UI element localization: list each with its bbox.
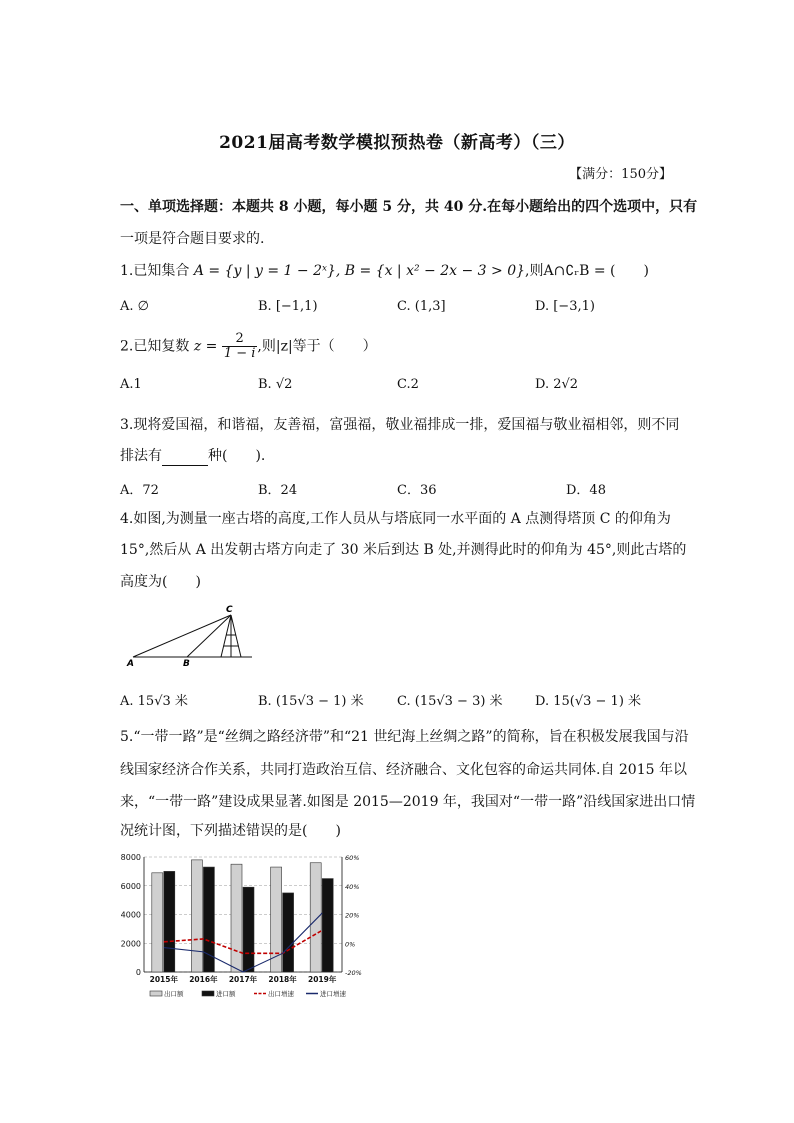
full-score: 【满分：150分】 — [569, 167, 672, 182]
legend-label: 进口额 — [216, 990, 236, 998]
question-3-line2 — [120, 446, 680, 466]
question-4-line3: 高度为( ) — [120, 574, 201, 590]
section-heading: 一、单项选择题：本题共 8 小题，每小题 5 分，共 40 分.在每小题给出的四个选项中，只有 — [120, 199, 698, 215]
q2-numerator: 2 — [222, 332, 258, 347]
q1-set-a: A = {y | y = 1 − 2ˣ} — [193, 263, 336, 279]
q1-suffix: ,则A∩∁ᵣB = ( ) — [525, 263, 649, 279]
x-tick-label: 2019年 — [308, 975, 337, 984]
bar-进口额 — [283, 893, 294, 972]
legend-swatch — [202, 991, 214, 996]
bar-出口额 — [231, 864, 242, 972]
bar-进口额 — [322, 879, 333, 972]
y-tick-label: 6000 — [120, 881, 141, 891]
bar-进口额 — [243, 887, 254, 972]
point-b-label: B — [183, 659, 190, 668]
question-5-line4: 况统计图，下列描述错误的是( ) — [120, 823, 341, 839]
q2-option-d[interactable]: D. 2√2 — [535, 377, 579, 392]
q4-option-d[interactable]: D. 15(√3 − 1) 米 — [535, 694, 642, 709]
q1-option-c[interactable]: C. (1,3] — [397, 299, 446, 314]
q1-option-d[interactable]: D. [−3,1) — [535, 299, 595, 314]
q2-z: z = — [193, 338, 218, 355]
q1-option-b[interactable]: B. [−1,1) — [258, 299, 318, 314]
bar-出口额 — [310, 863, 321, 972]
q2-fraction — [222, 332, 258, 361]
x-tick-label: 2015年 — [149, 975, 178, 984]
q2-prefix: 2.已知复数 — [120, 338, 190, 355]
sight-line-b — [187, 615, 231, 657]
y-tick-label: 0 — [135, 968, 141, 977]
q3-option-b[interactable]: B．24 — [258, 483, 298, 498]
legend-swatch — [150, 991, 162, 996]
sight-line-a — [133, 615, 231, 657]
y-tick-label: 4000 — [120, 910, 141, 920]
x-tick-label: 2016年 — [189, 975, 218, 984]
bar-出口额 — [191, 860, 202, 972]
y2-tick-label: 20% — [345, 911, 360, 920]
bar-进口额 — [164, 871, 175, 972]
question-2-stem — [120, 332, 680, 361]
y2-tick-label: 60% — [345, 854, 360, 862]
q4-option-a[interactable]: A. 15√3 米 — [120, 694, 188, 709]
legend-label: 出口额 — [164, 990, 184, 998]
x-tick-label: 2018年 — [268, 975, 297, 984]
q2-option-b[interactable]: B. √2 — [258, 377, 293, 392]
bar-出口额 — [152, 873, 163, 972]
question-3-line1: 3.现将爱国福，和谐福，友善福，富强福，敬业福排成一排，爱国福与敬业福相邻，则不同 — [120, 417, 680, 433]
x-tick-label: 2017年 — [228, 975, 258, 984]
trade-chart — [112, 848, 372, 1008]
tower-diagram — [125, 602, 260, 668]
tower-left-edge — [221, 615, 231, 657]
y-tick-label: 8000 — [120, 853, 141, 862]
q2-suffix: ,则|z|等于（ ） — [257, 338, 377, 355]
q1-set-b: , B = {x | x² − 2x − 3 > 0} — [335, 263, 526, 279]
section-heading-cont: 一项是符合题目要求的. — [120, 231, 265, 247]
q2-option-c[interactable]: C.2 — [397, 377, 419, 392]
page-title: 2021届高考数学模拟预热卷（新高考）（三） — [219, 133, 575, 153]
q2-option-a[interactable]: A.1 — [120, 377, 142, 392]
legend-label: 出口增速 — [268, 990, 294, 998]
legend-label: 进口增速 — [320, 990, 346, 998]
question-1-stem — [120, 261, 680, 281]
question-5-line2: 线国家经济合作关系，共同打造政治互信、经济融合、文化包容的命运共同体.自 2015 年以 — [120, 762, 687, 778]
q3-option-d[interactable]: D．48 — [566, 483, 606, 498]
tower-right-edge — [231, 615, 241, 657]
q2-denominator: 1 − i — [223, 346, 256, 361]
q3-option-c[interactable]: C．36 — [397, 483, 437, 498]
q1-prefix: 1.已知集合 — [120, 263, 190, 279]
y2-tick-label: 40% — [345, 882, 360, 891]
point-a-label: A — [127, 659, 134, 668]
q3-suffix: 种( ). — [208, 448, 266, 464]
q3-prefix: 排法有 — [120, 448, 162, 464]
q4-option-b[interactable]: B. (15√3 − 1) 米 — [258, 694, 364, 709]
q1-option-a[interactable]: A. ∅ — [120, 299, 149, 314]
question-5-line1: 5.“一带一路”是“丝绸之路经济带”和“21 世纪海上丝绸之路”的简称，旨在积极发展我国与沿 — [120, 729, 689, 745]
y2-tick-label: 0% — [345, 940, 356, 949]
y-tick-label: 2000 — [120, 939, 141, 949]
point-c-label: C — [226, 605, 233, 615]
y2-tick-label: -20% — [345, 969, 362, 977]
question-4-line1: 4.如图,为测量一座古塔的高度,工作人员从与塔底同一水平面的 A 点测得塔顶 C 的仰角为 — [120, 511, 671, 527]
question-5-line3: 来，“一带一路”建设成果显著.如图是 2015—2019 年，我国对“一带一路”沿线国家进出口情 — [120, 794, 696, 810]
q4-option-c[interactable]: C. (15√3 − 3) 米 — [397, 694, 503, 709]
question-4-line2: 15°,然后从 A 出发朝古塔方向走了 30 米后到达 B 处,并测得此时的仰角为 45°,则此古塔的 — [120, 542, 687, 558]
q3-option-a[interactable]: A．72 — [120, 483, 159, 498]
answer-blank[interactable] — [162, 451, 208, 466]
